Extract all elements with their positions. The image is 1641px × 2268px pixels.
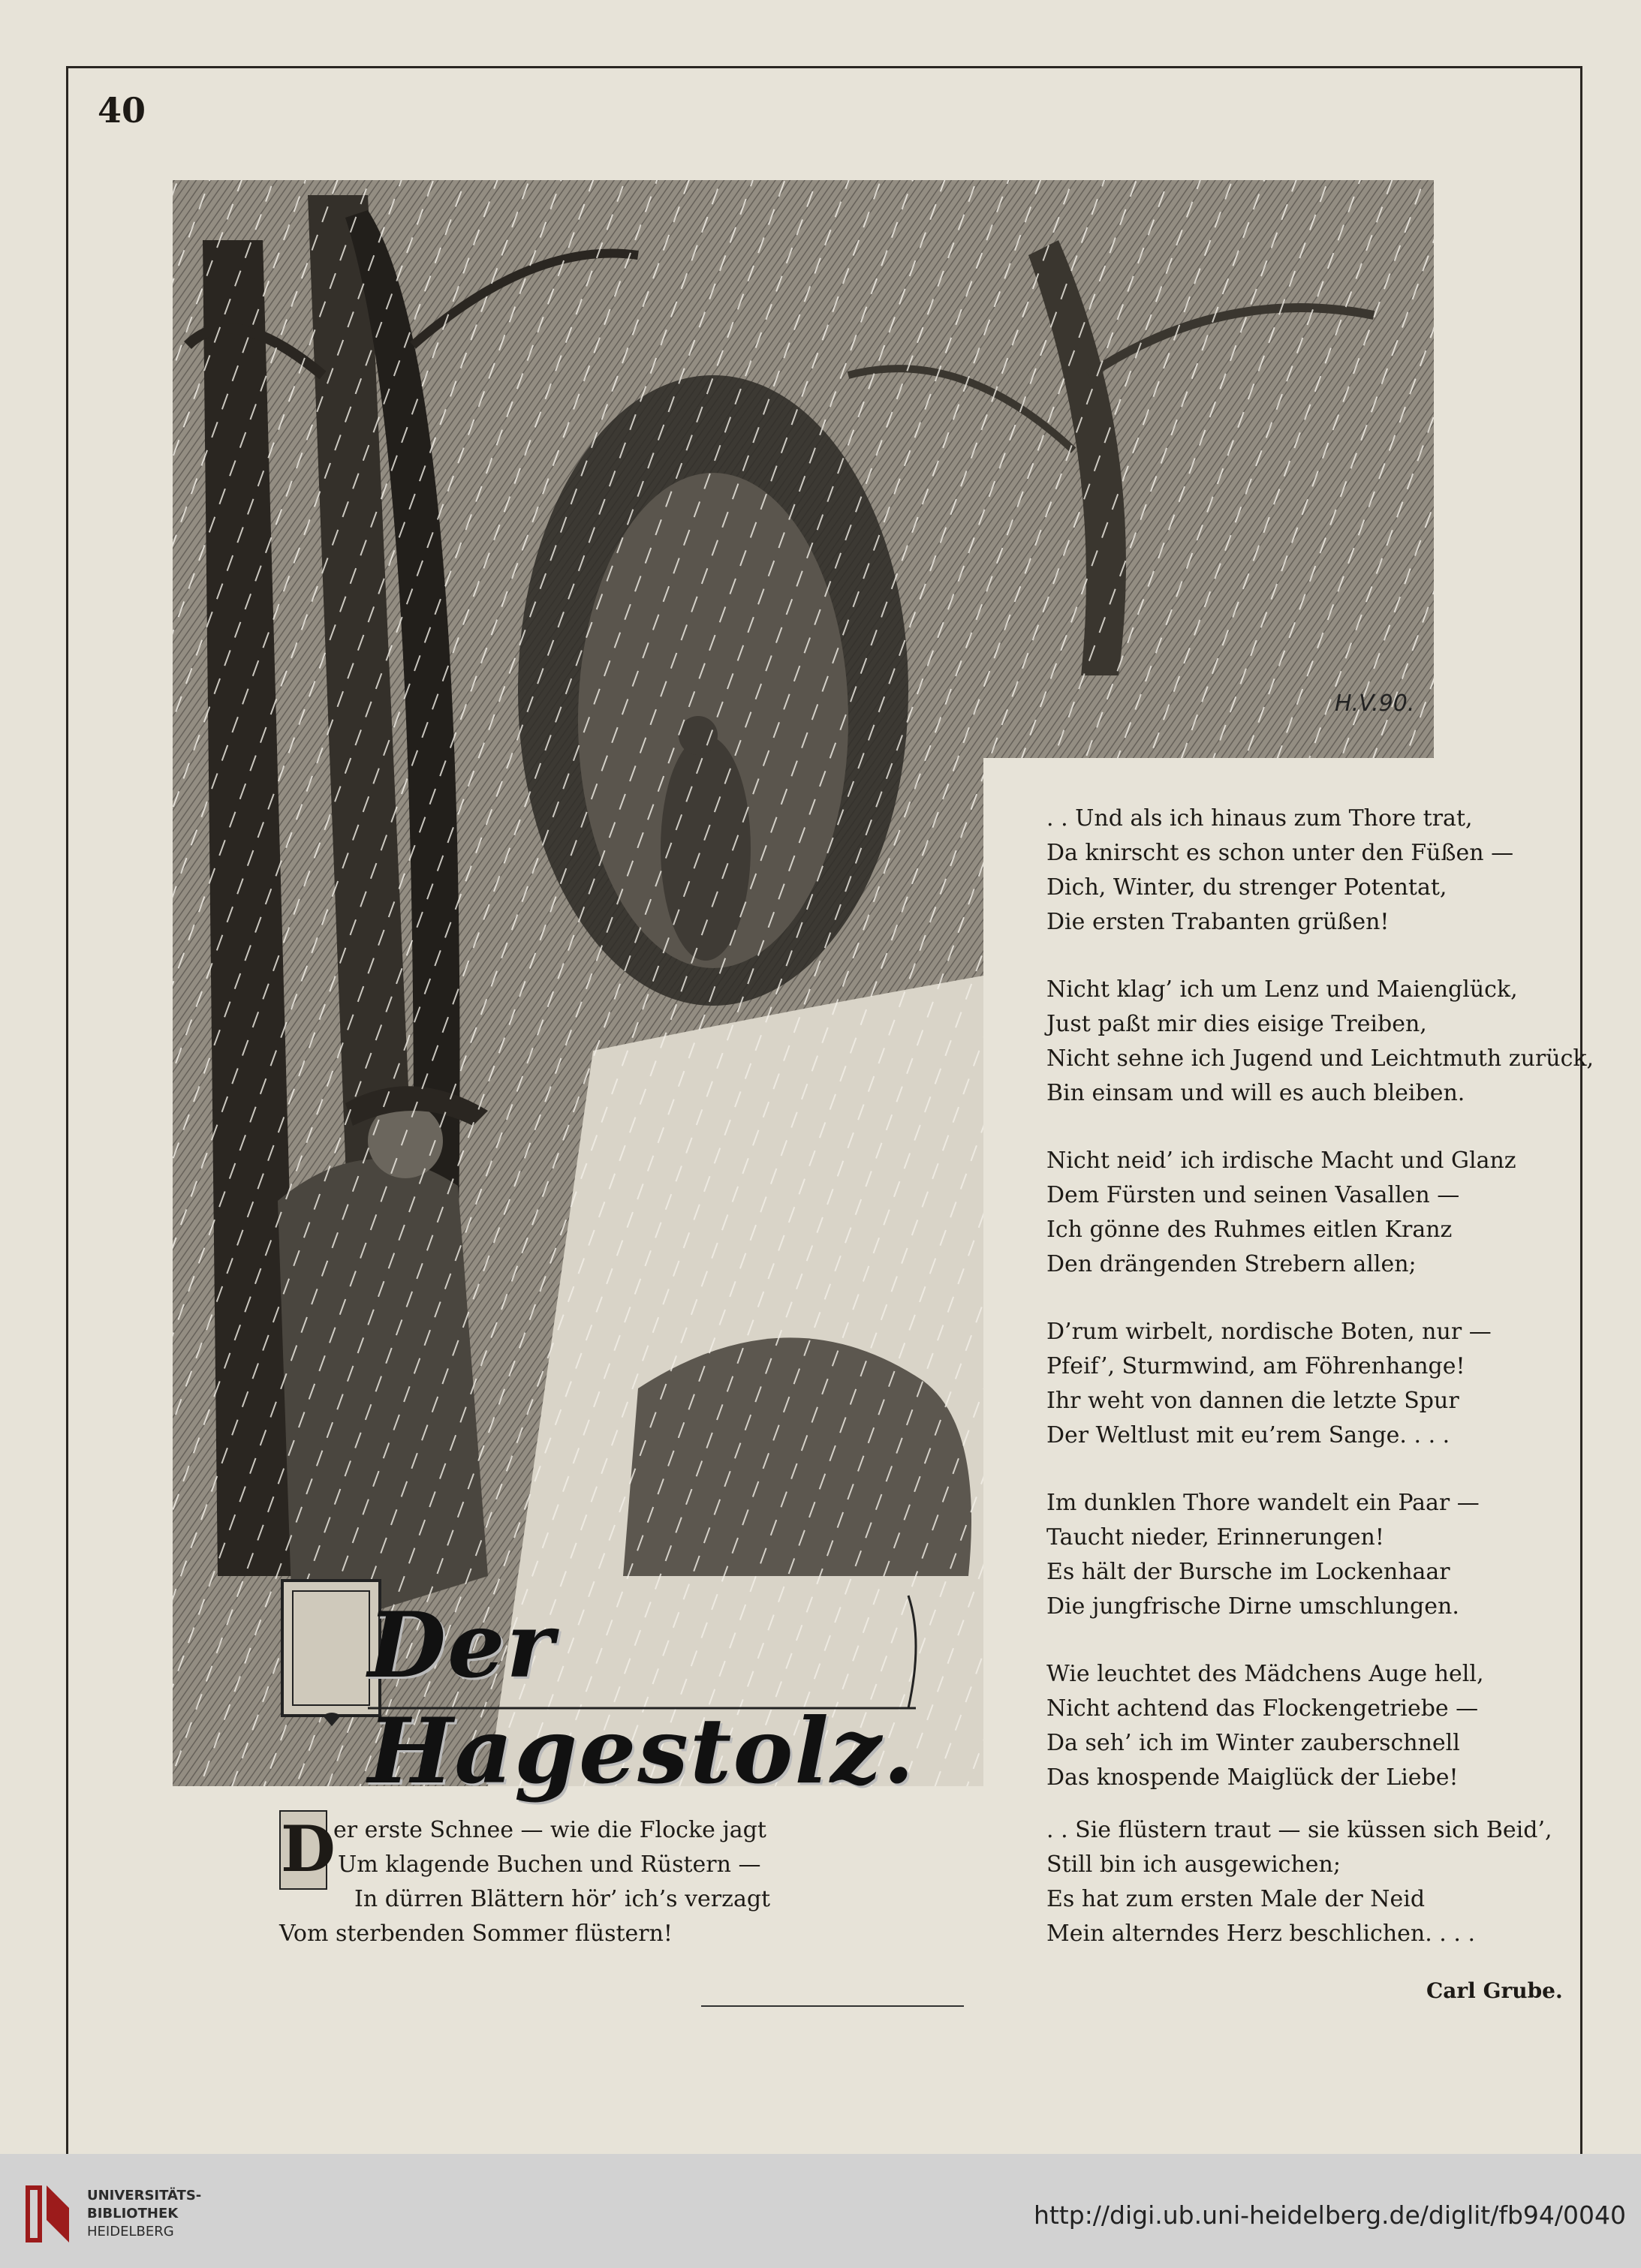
verse-line: Nicht sehne ich Jugend und Leichtmuth zurück,	[1046, 1045, 1594, 1072]
verse-line: Bin einsam und will es auch bleiben.	[1046, 1080, 1465, 1106]
poem-final-stanza	[1046, 1813, 1572, 1951]
stanza	[1046, 1486, 1572, 1624]
poem-right-column	[1046, 802, 1594, 1828]
verse-line: Um klagende Buchen und Rüstern —	[338, 1851, 761, 1878]
verse-line: Im dunklen Thore wandelt ein Paar —	[1046, 1490, 1480, 1516]
verse-line: Dich, Winter, du strenger Potentat,	[1046, 874, 1447, 901]
verse-line: Das knospende Maiglück der Liebe!	[1046, 1764, 1459, 1791]
dropcap-initial: D	[279, 1810, 327, 1890]
verse-line: Ich gönne des Ruhmes eitlen Kranz	[1046, 1217, 1453, 1243]
artist-signature: H.V.90.	[1335, 690, 1415, 717]
verse-line: Da seh’ ich im Winter zauberschnell	[1046, 1730, 1460, 1756]
library-name[interactable]	[87, 2187, 201, 2241]
verse-line: Nicht achtend das Flockengetriebe —	[1046, 1695, 1479, 1722]
verse-line: Es hält der Bursche im Lockenhaar	[1046, 1559, 1450, 1585]
page-number: 40	[98, 90, 146, 131]
source-url-link[interactable]: http://digi.ub.uni-heidelberg.de/diglit/fb94/0040	[1033, 2200, 1626, 2230]
library-footer	[0, 2154, 1641, 2268]
library-logo-icon[interactable]	[20, 2182, 75, 2245]
author-name: Carl Grube.	[1426, 1978, 1563, 2003]
verse-line: Pfeif’, Sturmwind, am Föhrenhange!	[1046, 1353, 1465, 1379]
verse-line: Die ersten Trabanten grüßen!	[1046, 909, 1390, 935]
stanza	[1046, 802, 1572, 940]
verse-line: Es hat zum ersten Male der Neid	[1046, 1886, 1426, 1912]
title-banner	[278, 1566, 923, 1804]
verse-line: Dem Fürsten und seinen Vasallen —	[1046, 1182, 1460, 1208]
stanza	[1046, 973, 1594, 1111]
poem-title: Der Hagestolz.	[368, 1593, 916, 1804]
stanza	[1046, 1144, 1572, 1282]
verse-line: . . Sie flüstern traut — sie küssen sich Beid’,	[1046, 1817, 1552, 1843]
verse-line: Nicht klag’ ich um Lenz und Maienglück,	[1046, 976, 1518, 1003]
library-name-line: UNIVERSITÄTS-	[87, 2188, 202, 2203]
verse-line: Just paßt mir dies eisige Treiben,	[1046, 1011, 1427, 1037]
verse-line: . . Und als ich hinaus zum Thore trat,	[1046, 805, 1473, 832]
verse-line: Den drängenden Strebern allen;	[1046, 1251, 1417, 1277]
divider-rule	[701, 2005, 964, 2007]
poem-left-stanza	[279, 1813, 820, 1951]
verse-line: Vom sterbenden Sommer flüstern!	[279, 1921, 673, 1947]
verse-line: Taucht nieder, Erinnerungen!	[1046, 1524, 1384, 1551]
verse-line: er erste Schnee — wie die Flocke jagt	[333, 1817, 766, 1843]
stanza	[1046, 1657, 1572, 1795]
verse-line: Wie leuchtet des Mädchens Auge hell,	[1046, 1661, 1484, 1687]
verse-line: Still bin ich ausgewichen;	[1046, 1851, 1341, 1878]
verse-line: Die jungfrische Dirne umschlungen.	[1046, 1593, 1459, 1620]
library-name-line: BIBLIOTHEK	[87, 2206, 179, 2221]
verse-line: Der Weltlust mit eu’rem Sange. . . .	[1046, 1422, 1450, 1448]
verse-line: In dürren Blättern hör’ ich’s verzagt	[354, 1886, 771, 1912]
verse-line: Mein alterndes Herz beschlichen. . . .	[1046, 1921, 1475, 1947]
verse-line: Nicht neid’ ich irdische Macht und Glanz	[1046, 1148, 1516, 1174]
verse-line: Ihr weht von dannen die letzte Spur	[1046, 1388, 1459, 1414]
library-name-line: HEIDELBERG	[87, 2224, 174, 2239]
verse-line: Da knirscht es schon unter den Füßen —	[1046, 840, 1514, 866]
verse-line: D’rum wirbelt, nordische Boten, nur —	[1046, 1319, 1492, 1345]
stanza	[1046, 1315, 1572, 1453]
